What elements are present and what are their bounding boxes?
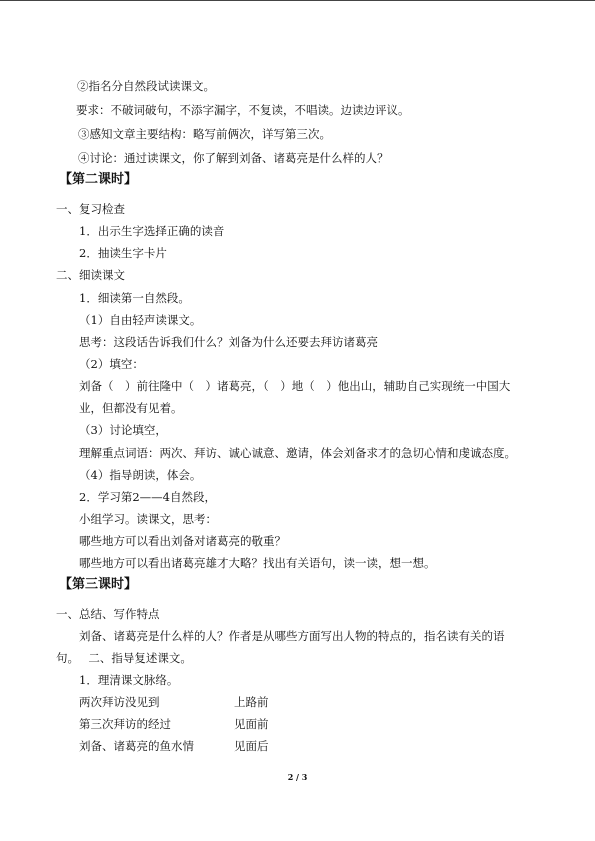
text-line: ④讨论：通过读课文，你了解到刘备、诸葛亮是什么样的人？ bbox=[78, 151, 389, 165]
text-line: 一、复习检查 bbox=[56, 202, 125, 216]
text-line: （2）填空： bbox=[79, 357, 144, 371]
text-line: 一、总结、写作特点 bbox=[56, 607, 160, 621]
outline-left: 两次拜访没见到 bbox=[79, 695, 160, 709]
text-line: 二、细读课文 bbox=[56, 268, 125, 282]
outline-left: 第三次拜访的经过 bbox=[79, 717, 171, 731]
text-line: 2．抽读生字卡片 bbox=[79, 246, 167, 260]
text-line: （4）指导朗读，体会。 bbox=[79, 468, 202, 482]
text-line: 刘备（ ）前往隆中（ ）诸葛亮，（ ）地（ ）他出山，辅助自己实现统一中国大 bbox=[79, 379, 511, 393]
section-heading-lesson-3: 【第三课时】 bbox=[59, 577, 138, 592]
text-line: 要求：不破词破句，不添字漏字，不复读，不唱读。边读边评议。 bbox=[76, 103, 410, 117]
text-line: 1．出示生字选择正确的读音 bbox=[79, 224, 225, 238]
text-line: 1．理清课文脉络。 bbox=[79, 673, 179, 687]
text-line: 句。 二、指导复述课文。 bbox=[56, 651, 192, 665]
section-heading-lesson-2: 【第二课时】 bbox=[59, 172, 138, 187]
text-line: ③感知文章主要结构：略写前俩次，详写第三次。 bbox=[78, 127, 331, 141]
text-line: 刘备、诸葛亮是什么样的人？作者是从哪些方面写出人物的特点的，指名读有关的语 bbox=[79, 629, 505, 643]
text-line: 小组学习。读课文，思考： bbox=[79, 512, 217, 526]
outline-left: 刘备、诸葛亮的鱼水情 bbox=[79, 739, 194, 753]
page-number: 2 / 3 bbox=[287, 772, 308, 782]
outline-right: 上路前 bbox=[234, 695, 269, 709]
text-line: 哪些地方可以看出诸葛亮雄才大略？找出有关语句，读一读，想一想。 bbox=[79, 556, 436, 570]
text-line: 哪些地方可以看出刘备对诸葛亮的敬重？ bbox=[79, 534, 286, 548]
text-line: 理解重点词语：两次、拜访、诚心诚意、邀请，体会刘备求才的急切心情和虔诚态度。 bbox=[79, 446, 516, 460]
text-line: 1．细读第一自然段。 bbox=[79, 291, 190, 305]
outline-right: 见面后 bbox=[234, 739, 269, 753]
page-top-border bbox=[0, 0, 595, 1]
text-line: （1）自由轻声读课文。 bbox=[79, 313, 202, 327]
text-line: （3）讨论填空， bbox=[79, 423, 167, 437]
text-line: 2．学习第2——4自然段， bbox=[79, 490, 216, 504]
outline-right: 见面前 bbox=[234, 717, 269, 731]
text-line: 思考：这段话告诉我们什么？刘备为什么还要去拜访诸葛亮 bbox=[79, 335, 378, 349]
text-line: 业，但都没有见着。 bbox=[79, 401, 183, 415]
text-line: ②指名分自然段试读课文。 bbox=[77, 79, 215, 93]
